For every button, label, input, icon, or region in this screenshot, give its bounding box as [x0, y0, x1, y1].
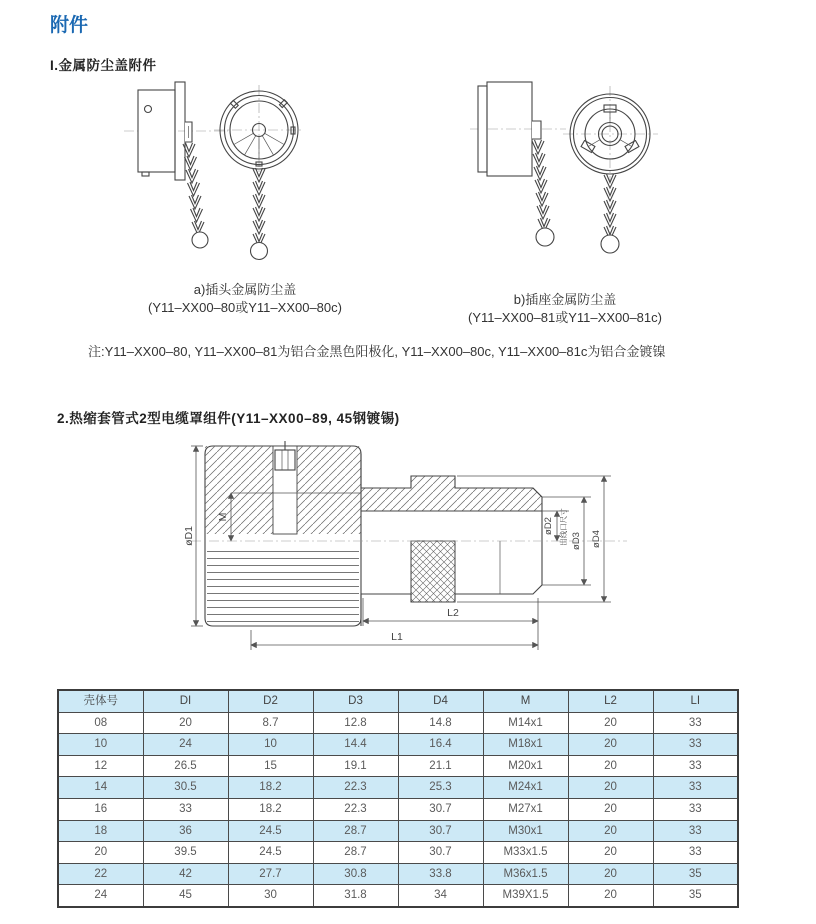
table-cell: 33 [143, 798, 228, 820]
table-cell: 30 [228, 885, 313, 907]
table-cell: 10 [228, 734, 313, 756]
column-header: D2 [228, 690, 313, 712]
table-cell: M30x1 [483, 820, 568, 842]
table-cell: 20 [143, 712, 228, 734]
dim-label-l1: L1 [391, 631, 403, 643]
table-cell: M39X1.5 [483, 885, 568, 907]
table-row [58, 734, 738, 756]
table-cell: 33 [653, 798, 738, 820]
table-cell: 20 [568, 777, 653, 799]
table-row [58, 777, 738, 799]
table-cell: 22.3 [313, 798, 398, 820]
table-cell: 18.2 [228, 777, 313, 799]
figure-receptacle-dust-cap [468, 74, 668, 284]
column-header: 壳体号 [58, 690, 143, 712]
table-cell: 18.2 [228, 798, 313, 820]
table-cell: 33.8 [398, 863, 483, 885]
table-cell: 33 [653, 734, 738, 756]
table-cell: 20 [568, 755, 653, 777]
table-cell: 20 [568, 863, 653, 885]
table-cell: 20 [568, 798, 653, 820]
table-cell: 36 [143, 820, 228, 842]
figure-cable-cover-section [185, 436, 645, 671]
figure-a-caption-line1: a)插头金属防尘盖 [193, 282, 297, 297]
table-cell: 33 [653, 777, 738, 799]
figure-b-caption-line1: b)插座金属防尘盖 [513, 292, 617, 307]
section-hatch [361, 476, 542, 511]
table-cell: 14.4 [313, 734, 398, 756]
figure-a-caption [100, 281, 390, 317]
column-header: L2 [568, 690, 653, 712]
table-row [58, 842, 738, 864]
table-cell: 30.7 [398, 798, 483, 820]
table-cell: 14 [58, 777, 143, 799]
dim-label-d4: øD4 [591, 530, 602, 548]
dim-label-m: M [217, 512, 229, 522]
section2-heading: 2.热缩套管式2型电缆罩组件(Y11–XX00–89, 45钢镀锡) [57, 411, 400, 426]
figure-a-caption-line2: (Y11–XX00–80或Y11–XX00–80c) [148, 300, 342, 315]
table-cell: 20 [568, 820, 653, 842]
chain-ball [536, 228, 554, 246]
dim-label-d1: øD1 [183, 526, 195, 546]
table-cell: 39.5 [143, 842, 228, 864]
ring-knurl [411, 541, 455, 602]
table-cell: 24 [58, 885, 143, 907]
table-cell: 33 [653, 842, 738, 864]
chain-ball [192, 232, 208, 248]
figure-plug-dust-cap [118, 76, 313, 281]
section1-heading: I.金属防尘盖附件 [50, 58, 157, 73]
table-row [58, 712, 738, 734]
figure-b-caption-line2: (Y11–XX00–81或Y11–XX00–81c) [468, 310, 662, 325]
table-cell: 15 [228, 755, 313, 777]
column-header: M [483, 690, 568, 712]
table-cell: 24.5 [228, 820, 313, 842]
table-cell: 22 [58, 863, 143, 885]
table-row [58, 798, 738, 820]
table-cell: 26.5 [143, 755, 228, 777]
column-header: DI [143, 690, 228, 712]
table-cell: 28.7 [313, 820, 398, 842]
nut-knurl [207, 546, 359, 624]
chain-ball [601, 235, 619, 253]
table-cell: 20 [58, 842, 143, 864]
dimension-table [57, 689, 739, 908]
table-cell: 20 [568, 734, 653, 756]
table-cell: 27.7 [228, 863, 313, 885]
table-cell: 21.1 [398, 755, 483, 777]
table-cell: 33 [653, 755, 738, 777]
table-row [58, 863, 738, 885]
table-cell: 16.4 [398, 734, 483, 756]
column-header: LI [653, 690, 738, 712]
dim-label-d2: øD2 [543, 517, 554, 535]
section1-note: 注:Y11–XX00–80, Y11–XX00–81为铝合金黑色阳极化, Y11–XX00–80c, Y11–XX00–81c为铝合金镀镍 [88, 344, 666, 359]
table-cell: 8.7 [228, 712, 313, 734]
table-cell: 24.5 [228, 842, 313, 864]
table-row [58, 885, 738, 907]
table-cell: 19.1 [313, 755, 398, 777]
table-cell: 30.7 [398, 842, 483, 864]
table-cell: M33x1.5 [483, 842, 568, 864]
table-cell: 34 [398, 885, 483, 907]
table-cell: M27x1 [483, 798, 568, 820]
table-cell: 42 [143, 863, 228, 885]
table-cell: 12 [58, 755, 143, 777]
page-title: 附件 [50, 15, 89, 36]
table-cell: 18 [58, 820, 143, 842]
figure-b-caption [420, 291, 710, 327]
table-cell: M14x1 [483, 712, 568, 734]
column-header: D3 [313, 690, 398, 712]
table-cell: 08 [58, 712, 143, 734]
table-cell: 20 [568, 712, 653, 734]
dim-label-l2: L2 [447, 607, 459, 619]
table-cell: 35 [653, 863, 738, 885]
table-cell: 28.7 [313, 842, 398, 864]
table-cell: 33 [653, 820, 738, 842]
table-cell: 30.8 [313, 863, 398, 885]
table-cell: 30.7 [398, 820, 483, 842]
table-cell: 30.5 [143, 777, 228, 799]
dim-label-d3: øD3 [571, 532, 582, 550]
table-cell: 20 [568, 885, 653, 907]
chain-ball [251, 243, 268, 260]
table-cell: M18x1 [483, 734, 568, 756]
table-cell: 14.8 [398, 712, 483, 734]
table-cell: 31.8 [313, 885, 398, 907]
table-header-row [58, 690, 738, 712]
dim-label-outlet: 出线口尺寸 [559, 508, 568, 546]
table-cell: 10 [58, 734, 143, 756]
table-cell: 33 [653, 712, 738, 734]
table-cell: 20 [568, 842, 653, 864]
table-cell: 45 [143, 885, 228, 907]
table-cell: M36x1.5 [483, 863, 568, 885]
table-cell: 35 [653, 885, 738, 907]
column-header: D4 [398, 690, 483, 712]
table-cell: 24 [143, 734, 228, 756]
table-cell: 22.3 [313, 777, 398, 799]
table-cell: 12.8 [313, 712, 398, 734]
table-cell: 25.3 [398, 777, 483, 799]
table-cell: M20x1 [483, 755, 568, 777]
table-row [58, 755, 738, 777]
table-cell: M24x1 [483, 777, 568, 799]
table-row [58, 820, 738, 842]
table-cell: 16 [58, 798, 143, 820]
